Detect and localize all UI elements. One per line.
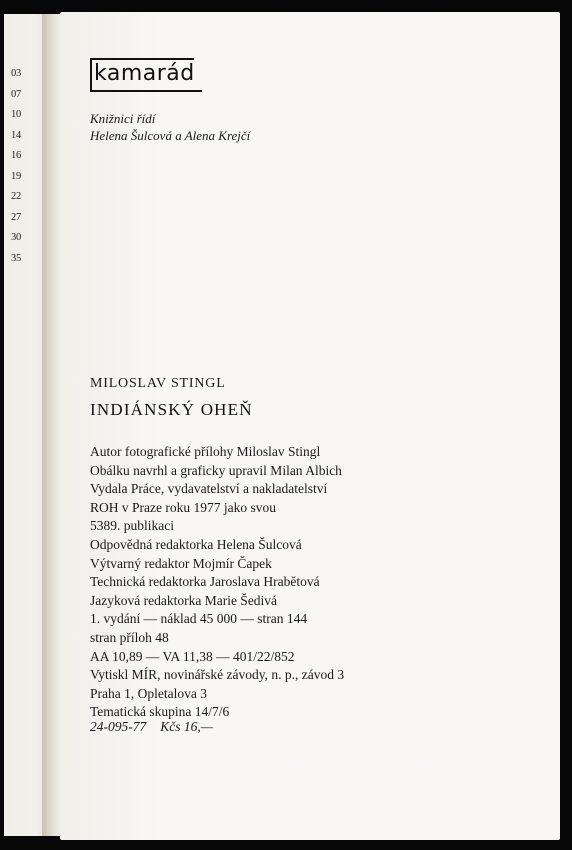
colophon-line: Jazyková redaktorka Marie Šedivá xyxy=(90,592,278,608)
colophon-line: ROH v Praze roku 1977 jako svou xyxy=(90,499,276,515)
previous-page-numbers xyxy=(11,64,41,269)
page-number: 03 xyxy=(11,68,22,79)
page-number: 35 xyxy=(11,252,22,264)
colophon-line: Výtvarný redaktor Mojmír Čapek xyxy=(90,555,272,571)
colophon-line: Vydala Práce, vydavatelství a nakladatelství xyxy=(90,481,328,497)
series-editors xyxy=(90,110,250,144)
page-number: 07 xyxy=(11,88,22,100)
colophon-line: AA 10,89 — VA 11,38 — 401/22/852 xyxy=(90,648,295,664)
colophon xyxy=(90,443,344,722)
book-title: INDIÁNSKÝ OHEŇ xyxy=(90,400,253,419)
series-editors-label: Knižnici řídí xyxy=(90,111,156,126)
colophon-line: stran příloh 48 xyxy=(90,629,169,645)
price: Kčs 16,— xyxy=(160,719,213,734)
page-number: 22 xyxy=(11,191,22,202)
logo-frame-top xyxy=(90,58,194,60)
colophon-line: Praha 1, Opletalova 3 xyxy=(90,685,207,701)
colophon-line: Odpovědná redaktorka Helena Šulcová xyxy=(90,536,302,552)
logo-frame-left xyxy=(90,58,92,92)
page-number: 14 xyxy=(11,129,22,141)
colophon-line: Tematická skupina 14/7/6 xyxy=(90,704,230,720)
colophon-line: Technická redaktorka Jaroslava Hrabětová xyxy=(90,574,320,590)
page-number: 30 xyxy=(11,232,22,243)
colophon-line: 5389. publikaci xyxy=(90,518,174,534)
page-number: 10 xyxy=(11,109,22,120)
colophon-line: 1. vydání — náklad 45 000 — stran 144 xyxy=(90,611,308,627)
colophon-line: Autor fotografické přílohy Miloslav Stingl xyxy=(90,444,321,459)
publisher-logo xyxy=(90,58,202,94)
colophon-line: Vytiskl MÍR, novinářské závody, n. p., závod 3 xyxy=(90,667,345,683)
page-number: 27 xyxy=(11,211,22,223)
series-editors-names: Helena Šulcová a Alena Krejčí xyxy=(90,128,251,143)
logo-text: kamarád xyxy=(94,61,195,86)
logo-frame-bottom xyxy=(90,90,202,92)
page-number: 19 xyxy=(11,170,22,182)
book-author: MILOSLAV STINGL xyxy=(90,376,226,391)
catalog-info xyxy=(90,719,213,735)
catalog-number: 24-095-77 xyxy=(90,719,147,734)
colophon-line: Obálku navrhl a graficky upravil Milan Albich xyxy=(90,462,342,478)
page-number: 16 xyxy=(11,150,22,161)
